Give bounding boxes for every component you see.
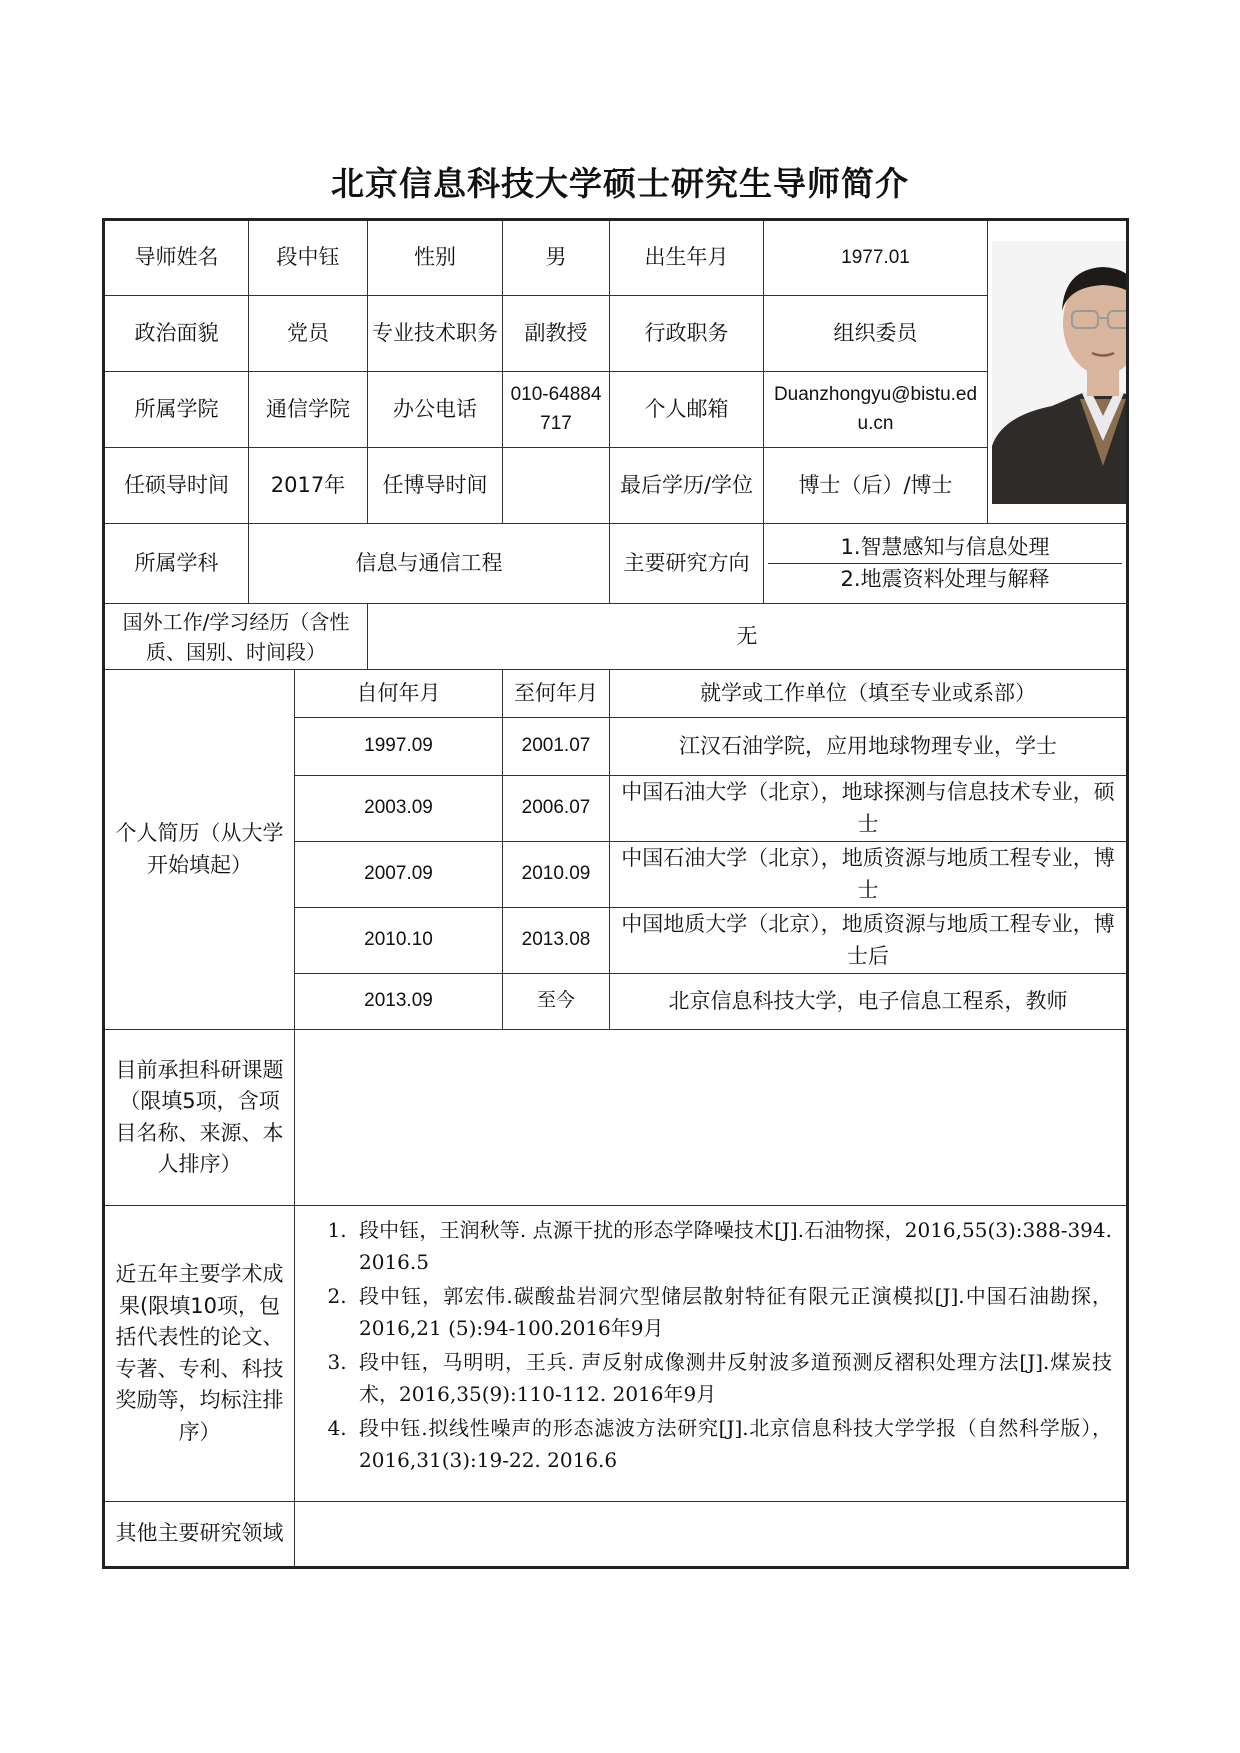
research-directions	[764, 524, 1128, 604]
page-title: 北京信息科技大学硕士研究生导师简介	[331, 164, 909, 203]
value-other	[295, 1502, 1128, 1568]
label-admin-post: 行政职务	[610, 296, 764, 372]
resume-header-to: 至何年月	[503, 670, 610, 718]
portrait-icon	[992, 241, 1128, 504]
resume-unit: 江汉石油学院，应用地球物理专业，学士	[610, 718, 1128, 776]
label-other: 其他主要研究领域	[104, 1502, 295, 1568]
label-master-time: 任硕导时间	[104, 448, 249, 524]
list-item: 4. 段中钰.拟线性噪声的形态滤波方法研究[J].北京信息科技大学学报（自然科学版），2016,31(3):19-22. 2016.6	[353, 1412, 1112, 1476]
label-projects: 目前承担科研课题（限填5项，含项目名称、来源、本人排序）	[104, 1030, 295, 1206]
resume-to: 2013.08	[503, 908, 610, 974]
list-item: 1. 段中钰，王润秋等. 点源干扰的形态学降噪技术[J].石油物探，2016,55(3):388-394. 2016.5	[353, 1214, 1112, 1278]
label-resume: 个人简历（从大学开始填起）	[104, 670, 295, 1030]
label-prof-title: 专业技术职务	[368, 296, 503, 372]
research-direction-item: 1.智慧感知与信息处理	[840, 534, 1050, 559]
value-degree: 博士（后）/博士	[764, 448, 988, 524]
label-phd-time: 任博导时间	[368, 448, 503, 524]
value-birth: 1977.01	[764, 220, 988, 296]
resume-unit: 中国地质大学（北京），地质资源与地质工程专业，博士后	[610, 908, 1128, 974]
resume-from: 2007.09	[295, 842, 503, 908]
resume-unit: 中国石油大学（北京），地球探测与信息技术专业，硕士	[610, 776, 1128, 842]
resume-to: 2001.07	[503, 718, 610, 776]
value-gender: 男	[503, 220, 610, 296]
value-college: 通信学院	[249, 372, 368, 448]
label-gender: 性别	[368, 220, 503, 296]
advisor-info-table	[102, 218, 1129, 1569]
label-research: 主要研究方向	[610, 524, 764, 604]
resume-from: 1997.09	[295, 718, 503, 776]
achievements-list-cell	[295, 1206, 1128, 1502]
value-abroad: 无	[368, 604, 1128, 670]
label-name: 导师姓名	[104, 220, 249, 296]
list-item: 3. 段中钰，马明明，王兵. 声反射成像测井反射波多道预测反褶积处理方法[J].煤炭技术，2016,35(9):110-112. 2016年9月	[353, 1346, 1112, 1410]
value-political: 党员	[249, 296, 368, 372]
resume-to: 至今	[503, 974, 610, 1030]
value-email: Duanzhongyu@bistu.edu.cn	[764, 372, 988, 448]
value-projects	[295, 1030, 1128, 1206]
label-achievements: 近五年主要学术成果(限填10项，包括代表性的论文、专著、专利、科技奖励等，均标注排序）	[104, 1206, 295, 1502]
research-direction-item: 2.地震资料处理与解释	[768, 563, 1122, 596]
resume-from: 2013.09	[295, 974, 503, 1030]
value-name: 段中钰	[249, 220, 368, 296]
list-item: 2. 段中钰，郭宏伟.碳酸盐岩洞穴型储层散射特征有限元正演模拟[J].中国石油勘探，2016,21 (5):94-100.2016年9月	[353, 1280, 1112, 1344]
resume-unit: 中国石油大学（北京），地质资源与地质工程专业，博士	[610, 842, 1128, 908]
resume-header-from: 自何年月	[295, 670, 503, 718]
resume-to: 2006.07	[503, 776, 610, 842]
value-prof-title: 副教授	[503, 296, 610, 372]
resume-header-unit: 就学或工作单位（填至专业或系部）	[610, 670, 1128, 718]
photo-cell	[988, 220, 1128, 524]
resume-to: 2010.09	[503, 842, 610, 908]
label-degree: 最后学历/学位	[610, 448, 764, 524]
label-email: 个人邮箱	[610, 372, 764, 448]
label-birth: 出生年月	[610, 220, 764, 296]
label-office-phone: 办公电话	[368, 372, 503, 448]
value-phd-time	[503, 448, 610, 524]
value-master-time: 2017年	[249, 448, 368, 524]
resume-unit: 北京信息科技大学，电子信息工程系，教师	[610, 974, 1128, 1030]
resume-from: 2003.09	[295, 776, 503, 842]
achievements-list	[295, 1206, 1126, 1486]
value-discipline: 信息与通信工程	[249, 524, 610, 604]
label-political: 政治面貌	[104, 296, 249, 372]
label-abroad: 国外工作/学习经历（含性质、国别、时间段）	[104, 604, 368, 670]
value-office-phone: 010-64884717	[503, 372, 610, 448]
portrait-photo	[992, 241, 1128, 504]
label-college: 所属学院	[104, 372, 249, 448]
value-admin-post: 组织委员	[764, 296, 988, 372]
resume-from: 2010.10	[295, 908, 503, 974]
label-discipline: 所属学科	[104, 524, 249, 604]
